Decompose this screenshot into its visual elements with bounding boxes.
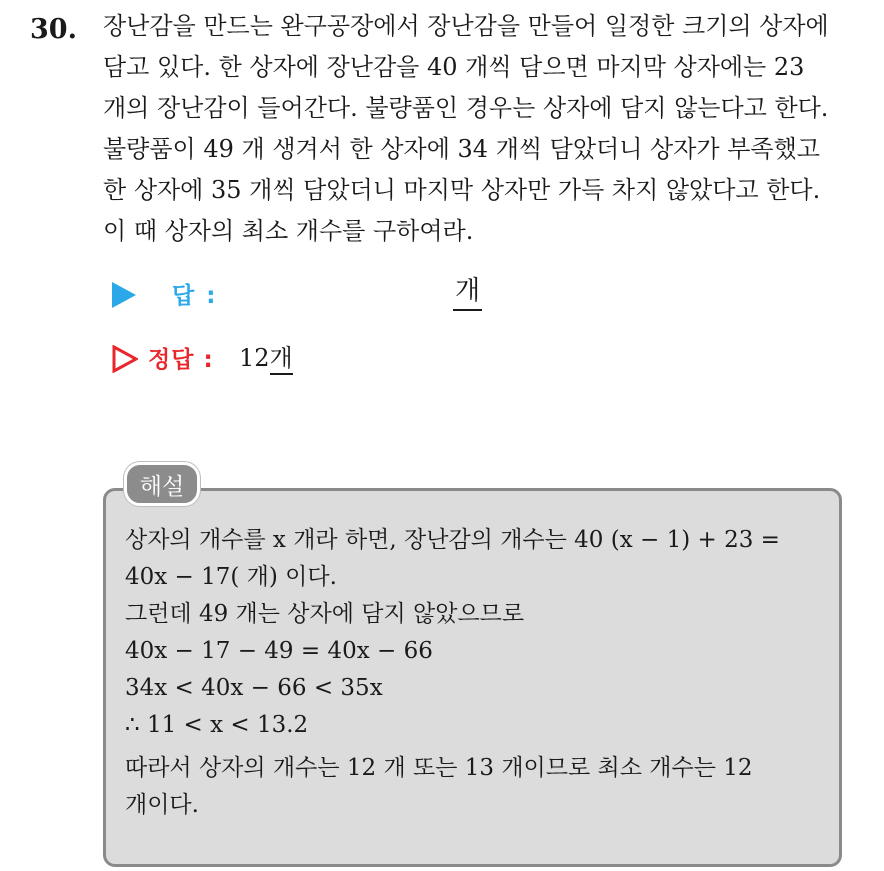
question-number: 30. — [30, 14, 77, 45]
answer-unit: 개 — [453, 274, 482, 311]
correct-answer-label: 정답 : — [148, 347, 214, 373]
inequality-line: 34x < 40x − 66 < 35x — [125, 675, 383, 701]
question-line: 장난감을 만드는 완구공장에서 장난감을 만들어 일정한 크기의 상자에 — [103, 12, 829, 40]
question-line: 한 상자에 35 개씩 담았더니 마지막 상자만 가득 차지 않았다고 한다. — [103, 176, 821, 204]
filled-play-icon — [112, 282, 136, 308]
equation-line: 40x − 17 − 49 = 40x − 66 — [125, 638, 433, 664]
explanation-line: 따라서 상자의 개수는 12 개 또는 13 개이므로 최소 개수는 12 — [125, 755, 753, 781]
outline-play-icon — [112, 345, 138, 373]
explanation-line: 그런데 49 개는 상자에 담지 않았으므로 — [125, 601, 525, 627]
question-line: 이 때 상자의 최소 개수를 구하여라. — [103, 217, 474, 245]
solution-range-line: ∴ 11 < x < 13.2 — [125, 712, 309, 738]
question-line: 불량품이 49 개 생겨서 한 상자에 34 개씩 담았더니 상자가 부족했고 — [103, 135, 820, 163]
explanation-tab-label: 해설 — [139, 474, 185, 500]
explanation-tab — [124, 462, 200, 506]
correct-answer-number: 12 — [239, 344, 270, 372]
question-line: 담고 있다. 한 상자에 장난감을 40 개씩 담으면 마지막 상자에는 23 — [103, 53, 805, 81]
answer-label: 답 : — [172, 283, 218, 309]
correct-answer-value — [239, 341, 293, 375]
answer-row — [112, 270, 712, 320]
explanation-line: 상자의 개수를 x 개라 하면, 장난감의 개수는 40 (x − 1) + 23 = — [125, 527, 780, 553]
question-text — [103, 6, 873, 252]
explanation-body — [125, 522, 830, 824]
correct-answer-unit: 개 — [270, 344, 293, 375]
explanation-line: 40x − 17( 개) 이다. — [125, 564, 337, 590]
explanation-line: 개이다. — [125, 792, 199, 818]
question-line: 개의 장난감이 들어간다. 불량품인 경우는 상자에 담지 않는다고 한다. — [103, 94, 829, 122]
correct-answer-row — [112, 335, 712, 385]
